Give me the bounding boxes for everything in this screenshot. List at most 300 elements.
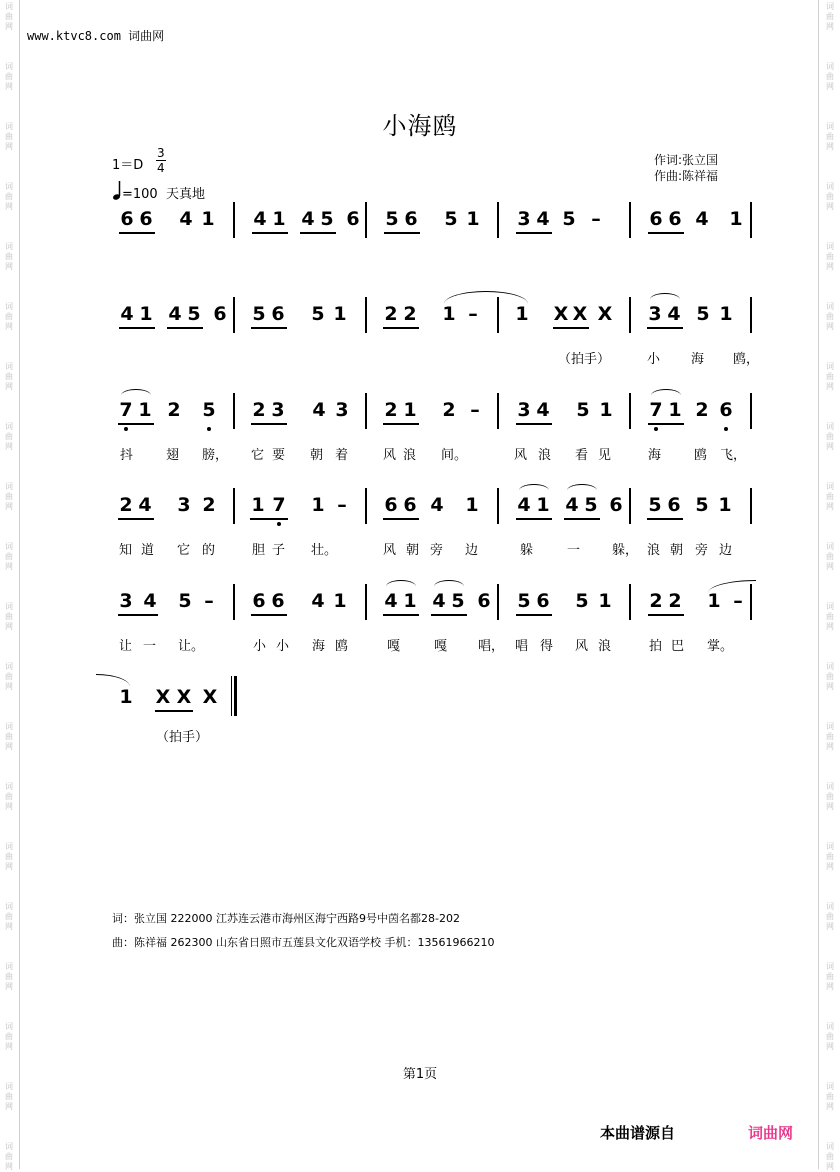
watermark-char: 网 [826,982,834,991]
note: 1 [515,303,529,325]
note: 5 [517,590,531,612]
slur-arc [651,389,681,402]
lyric: 边 [719,543,733,558]
watermark-char: 词 [826,602,834,611]
lyric: 一 [567,543,581,558]
note: 1 [668,399,682,421]
note: 4 [565,494,579,516]
score-row-4 [0,494,840,564]
score-row-2 [0,303,840,373]
watermark-char: 曲 [826,372,834,381]
watermark-char: 词 [5,182,13,191]
underline [516,232,552,234]
underline [647,327,683,329]
note: 4 [536,399,550,421]
note: 5 [695,494,709,516]
lyric: 朝 [406,543,420,558]
clap-x: X [155,686,171,708]
watermark-char: 词 [5,782,13,791]
watermark-char: 网 [5,562,13,571]
watermark-char: 词 [826,902,834,911]
lyric: 躲 [520,543,534,558]
watermark-char: 词 [826,782,834,791]
lyric: 风 [514,448,528,463]
watermark-char: 曲 [5,1152,13,1161]
note: 7 [649,399,663,421]
watermark-char: 曲 [826,1152,834,1161]
lyric: 子 [272,543,286,558]
watermark-char: 曲 [826,312,834,321]
note: 6 [668,208,682,230]
note: 2 [252,399,266,421]
watermark-text [2,62,16,92]
dash: – [204,590,214,612]
watermark-char: 网 [826,322,834,331]
underline [251,327,287,329]
note: 1 [272,208,286,230]
note: 1 [333,303,347,325]
watermark-char: 曲 [826,252,834,261]
watermark-text [823,782,837,812]
lyric: 浪 [598,639,612,654]
note: 2 [695,399,709,421]
barline [497,488,499,524]
slur-arc [434,580,464,593]
underline [647,518,683,520]
lyric: 躲， [612,543,639,558]
note: 5 [187,303,201,325]
watermark-char: 曲 [826,492,834,501]
note: 4 [168,303,182,325]
note: 4 [253,208,267,230]
underline [516,423,552,425]
watermark-char: 网 [826,562,834,571]
watermark-char: 网 [826,502,834,511]
underline [167,327,203,329]
barline [233,393,235,429]
underline [119,232,155,234]
lyric: 旁 [695,543,709,558]
watermark-char: 词 [5,662,13,671]
watermark-char: 网 [5,202,13,211]
slur-arc [386,580,416,593]
note: 6 [667,494,681,516]
note: 4 [517,494,531,516]
barline [365,584,367,620]
watermark-char: 曲 [5,972,13,981]
watermark-char: 词 [826,722,834,731]
watermark-char: 网 [5,142,13,151]
watermark-char: 词 [5,842,13,851]
watermark-char: 词 [5,482,13,491]
watermark-char: 网 [5,82,13,91]
lyric: 要 [272,448,286,463]
note: 5 [562,208,576,230]
watermark-char: 网 [5,442,13,451]
note: 1 [403,399,417,421]
note: 1 [719,303,733,325]
note: 3 [517,208,531,230]
lyric: 看 [575,448,589,463]
note: 5 [584,494,598,516]
underline [516,518,552,520]
lyric: 飞， [720,448,747,463]
watermark-text [2,962,16,992]
low-octave-dot [277,522,281,526]
slur-arc [519,484,549,497]
barline [497,584,499,620]
watermark-char: 网 [826,442,834,451]
barline [750,584,752,620]
watermark-char: 网 [826,622,834,631]
watermark-char: 词 [826,542,834,551]
note: 4 [312,399,326,421]
note: 2 [167,399,181,421]
note: 4 [384,590,398,612]
source-label: 本曲谱源自 [600,1124,676,1142]
watermark-char: 曲 [5,252,13,261]
note: 1 [536,494,550,516]
time-signature [156,146,166,175]
note: 4 [695,208,709,230]
lyric: 浪 [403,448,417,463]
note: 2 [442,399,456,421]
watermark-char: 词 [826,2,834,11]
watermark-char: 曲 [5,912,13,921]
note: 1 [311,494,325,516]
note: 3 [648,303,662,325]
watermark-char: 词 [5,302,13,311]
lyric: 壮。 [311,543,338,558]
note: 5 [575,590,589,612]
note: 1 [139,303,153,325]
watermark-char: 词 [5,542,13,551]
note: 5 [444,208,458,230]
lyric: 唱 [515,639,529,654]
slur-arc [121,389,151,402]
note: 1 [251,494,265,516]
watermark-char: 曲 [826,972,834,981]
lyric: （拍手） [156,730,209,745]
watermark-char: 词 [826,422,834,431]
underline [383,423,419,425]
watermark-char: 曲 [5,792,13,801]
time-signature-top: 3 [157,146,165,160]
watermark-text [823,2,837,32]
final-barline-thin [231,676,232,716]
watermark-char: 网 [5,22,13,31]
watermark-char: 网 [5,802,13,811]
note: 1 [201,208,215,230]
watermark-char: 曲 [5,852,13,861]
barline [233,202,235,238]
watermark-char: 网 [826,1162,834,1171]
underline [251,614,287,616]
watermark-char: 词 [826,1082,834,1091]
watermark-text [2,1082,16,1112]
underline [383,327,419,329]
note: 1 [598,590,612,612]
note: 4 [667,303,681,325]
underline [118,614,158,616]
barline [233,297,235,333]
underline [118,518,154,520]
watermark-char: 网 [826,22,834,31]
watermark-char: 网 [826,862,834,871]
lyric: 拍 [649,639,663,654]
watermark-char: 词 [826,1022,834,1031]
watermark-char: 词 [826,482,834,491]
composer-address: 曲：陈祥福 262300 山东省日照市五莲县文化双语学校 手机：13561966210 [112,936,495,949]
underline [383,518,419,520]
clap-x: X [202,686,218,708]
note: 2 [668,590,682,612]
lyric: 小 [276,639,290,654]
quarter-note-icon [112,180,122,202]
page-number: 第1页 [402,1067,438,1082]
watermark-text [2,902,16,932]
note: 1 [138,399,152,421]
low-octave-dot [654,427,658,431]
lyric: 边 [465,543,479,558]
note: 6 [477,590,491,612]
note: 2 [403,303,417,325]
watermark-char: 词 [826,302,834,311]
note: 4 [143,590,157,612]
slur-arc [567,484,597,497]
watermark-char: 曲 [826,192,834,201]
watermark-char: 网 [5,1162,13,1171]
watermark-char: 词 [5,1022,13,1031]
lyric: 胆 [252,543,266,558]
watermark-char: 曲 [5,492,13,501]
watermark-text [2,2,16,32]
lyric: 翅 [166,448,180,463]
note: 5 [178,590,192,612]
watermark-text [823,1022,837,1052]
watermark-char: 曲 [5,552,13,561]
lyric: 鸥 [335,639,349,654]
watermark-char: 曲 [5,1032,13,1041]
mood-marking: 天真地 [165,187,205,202]
note: 3 [177,494,191,516]
note: 5 [576,399,590,421]
watermark-char: 曲 [826,132,834,141]
lyric: 让 [119,639,133,654]
note: 6 [252,590,266,612]
note: 5 [696,303,710,325]
underline [431,614,467,616]
note: 2 [384,303,398,325]
low-octave-dot [124,427,128,431]
watermark-char: 词 [5,2,13,11]
note: 1 [718,494,732,516]
site-url[interactable]: www.ktvc8.com 词曲网 [27,29,165,43]
watermark-char: 词 [5,422,13,431]
lyric: 朝 [670,543,684,558]
note: 6 [213,303,227,325]
lyric: （拍手） [558,352,611,367]
note: 4 [536,208,550,230]
lyric: 风 [383,448,397,463]
note: 6 [609,494,623,516]
underline [300,232,336,234]
barline [233,488,235,524]
note: 1 [729,208,743,230]
barline [629,202,631,238]
watermark-char: 词 [826,842,834,851]
watermark-char: 词 [826,242,834,251]
watermark-char: 词 [826,1142,834,1151]
composer-credit: 作曲:陈祥福 [654,169,719,183]
note: 6 [139,208,153,230]
watermark-char: 曲 [826,552,834,561]
dash: – [470,399,480,421]
note: 1 [466,208,480,230]
watermark-text [823,842,837,872]
note: 6 [649,208,663,230]
note: 6 [120,208,134,230]
note: 5 [385,208,399,230]
dash: – [591,208,601,230]
watermark-char: 网 [5,922,13,931]
watermark-char: 网 [5,742,13,751]
barline [629,584,631,620]
watermark-char: 网 [826,82,834,91]
watermark-char: 曲 [5,732,13,741]
watermark-char: 曲 [826,432,834,441]
underline [252,232,288,234]
barline [365,393,367,429]
lyric: 浪 [647,543,661,558]
watermark-char: 曲 [5,372,13,381]
watermark-char: 词 [5,962,13,971]
watermark-char: 网 [826,1042,834,1051]
note: 6 [719,399,733,421]
score-row-1 [0,208,840,278]
note: 1 [465,494,479,516]
note: 4 [311,590,325,612]
note: 4 [430,494,444,516]
lyricist-address: 词：张立国 222000 江苏连云港市海州区海宁西路9号中茵名都28-202 [112,912,460,925]
time-signature-bottom: 4 [157,161,165,175]
barline [497,297,499,333]
watermark-char: 网 [826,382,834,391]
barline [365,202,367,238]
watermark-char: 网 [826,142,834,151]
barline [497,393,499,429]
watermark-text [823,902,837,932]
watermark-char: 曲 [826,1092,834,1101]
lyricist-credit: 作词:张立国 [654,153,719,167]
barline [750,297,752,333]
note: 1 [707,590,721,612]
lyric: 风 [383,543,397,558]
watermark-char: 曲 [5,612,13,621]
watermark-char: 词 [5,242,13,251]
tempo-value: =100 [122,187,158,202]
watermark-char: 曲 [826,912,834,921]
underline [155,710,193,712]
watermark-char: 网 [5,322,13,331]
watermark-char: 曲 [826,1032,834,1041]
watermark-char: 词 [5,122,13,131]
dash: – [468,303,478,325]
lyric: 它 [251,448,265,463]
barline [497,202,499,238]
note: 1 [333,590,347,612]
note: 2 [119,494,133,516]
lyric: 嘎 [387,639,401,654]
watermark-text [2,1142,16,1172]
note: 5 [311,303,325,325]
lyric: 知 [119,543,133,558]
final-barline-thick [234,676,237,716]
watermark-char: 曲 [826,612,834,621]
watermark-char: 曲 [826,792,834,801]
note: 7 [119,399,133,421]
key-signature: 1＝D [112,158,144,173]
watermark-text [823,962,837,992]
underline [384,232,420,234]
lyric: 的 [202,543,216,558]
watermark-text [2,782,16,812]
underline [553,327,589,329]
note: 1 [403,590,417,612]
watermark-char: 网 [5,1102,13,1111]
watermark-char: 词 [826,122,834,131]
barline [365,488,367,524]
watermark-char: 网 [5,862,13,871]
underline [648,614,684,616]
note: 5 [451,590,465,612]
source-brand-link[interactable]: 词曲网 [748,1124,794,1142]
watermark-char: 网 [5,622,13,631]
lyric: 见 [598,448,612,463]
lyric: 得 [540,639,554,654]
note: 1 [599,399,613,421]
lyric: 鸥 [694,448,708,463]
watermark-char: 词 [826,662,834,671]
watermark-char: 曲 [5,432,13,441]
watermark-char: 词 [826,962,834,971]
watermark-char: 曲 [5,132,13,141]
clap-x: X [597,303,613,325]
low-octave-dot [207,427,211,431]
watermark-char: 词 [5,902,13,911]
watermark-char: 网 [826,802,834,811]
watermark-char: 曲 [5,312,13,321]
lyric: 道 [141,543,155,558]
lyric: 海 [691,352,705,367]
lyric: 小 [253,639,267,654]
watermark-char: 词 [826,362,834,371]
underline [250,518,288,520]
watermark-char: 网 [5,382,13,391]
watermark-char: 网 [5,502,13,511]
watermark-char: 曲 [826,672,834,681]
credits [654,152,718,184]
lyric: 抖 [120,448,134,463]
lyric: 旁 [430,543,444,558]
dash: – [337,494,347,516]
clap-x: X [176,686,192,708]
watermark-char: 网 [826,202,834,211]
note: 1 [442,303,456,325]
note: 5 [252,303,266,325]
watermark-char: 网 [826,922,834,931]
note: 2 [384,399,398,421]
